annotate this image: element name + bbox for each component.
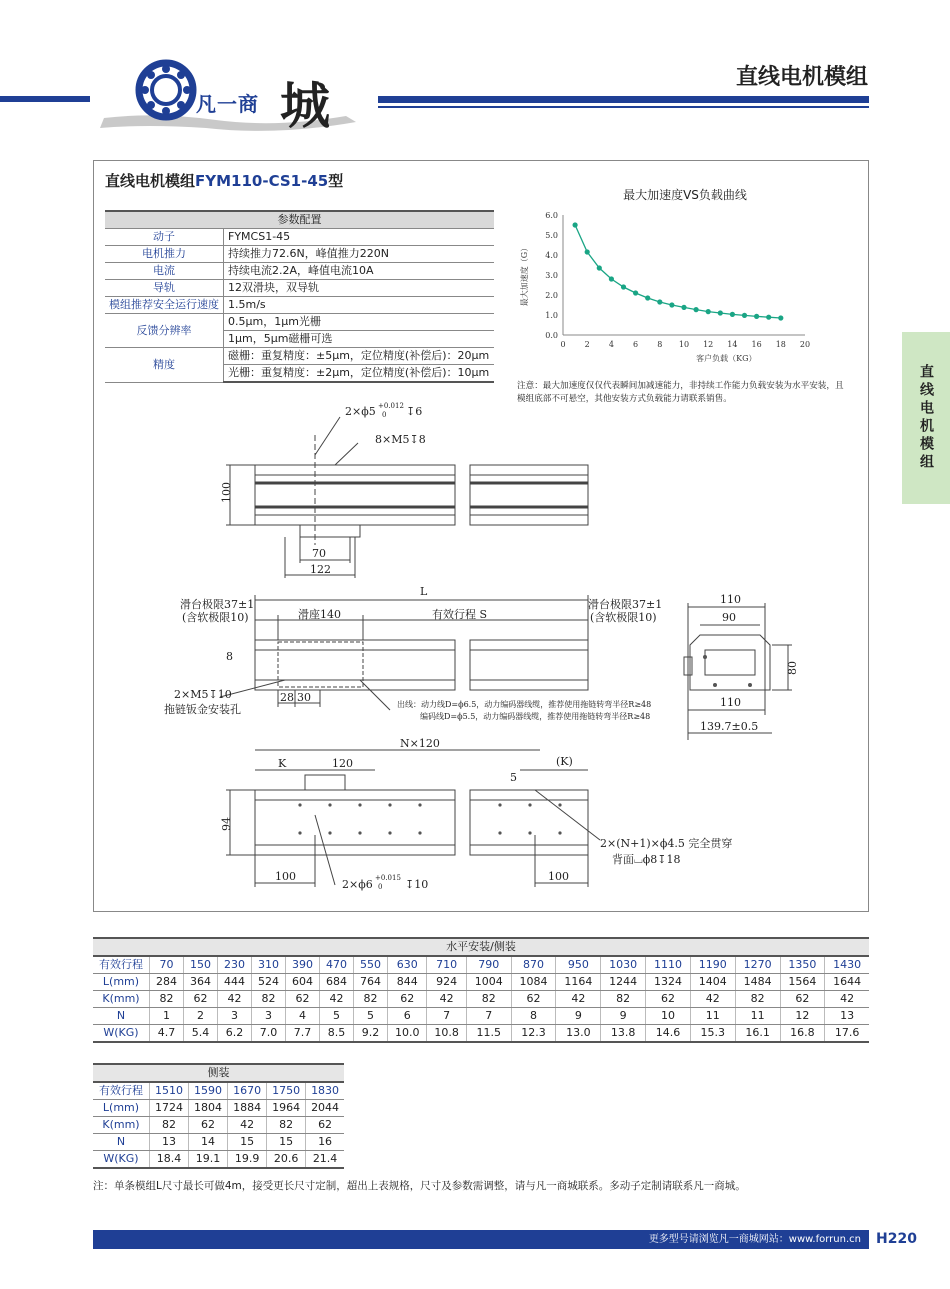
side-view-body-left bbox=[255, 640, 455, 690]
table-cell: 3 bbox=[252, 1008, 286, 1025]
dim-top-70: 70 bbox=[312, 547, 326, 560]
table-cell: 1964 bbox=[267, 1100, 306, 1117]
dim-bottom-94: 94 bbox=[220, 817, 233, 831]
table-cell: 15 bbox=[228, 1134, 267, 1151]
spec-row bbox=[105, 246, 494, 263]
dim-side-28: 28 bbox=[280, 691, 294, 704]
top-view-body-left bbox=[255, 465, 455, 525]
table-cell: 12.3 bbox=[511, 1025, 556, 1043]
spec-value: FYMCS1-45 bbox=[224, 229, 495, 246]
table-cell: 310 bbox=[252, 956, 286, 974]
table-cell: 7 bbox=[466, 1008, 511, 1025]
table-cell: 1004 bbox=[466, 974, 511, 991]
row-label: K(mm) bbox=[93, 991, 150, 1008]
y-tick-label: 5.0 bbox=[545, 231, 558, 240]
data-point bbox=[573, 222, 578, 227]
table-cell: 16.8 bbox=[780, 1025, 825, 1043]
table-cell: 19.9 bbox=[228, 1151, 267, 1169]
table-cell: 550 bbox=[354, 956, 388, 974]
chart-title: 最大加速度VS负载曲线 bbox=[623, 188, 747, 202]
bottom-note: 注：单条模组L尺寸最长可做4m，接受更长尺寸定制，超出上表规格，尺寸及参数需调整，请与凡一商城联系。多动子定制请联系凡一商城。 bbox=[93, 1180, 746, 1192]
spec-value: 磁栅：重复精度：±5μm，定位精度(补偿后)：20μm bbox=[224, 348, 495, 365]
table-row bbox=[93, 974, 869, 991]
table-cell: 6 bbox=[388, 1008, 427, 1025]
x-tick-label: 4 bbox=[608, 340, 614, 349]
table-cell: 62 bbox=[286, 991, 320, 1008]
table-cell: 1084 bbox=[511, 974, 556, 991]
table-cell: 764 bbox=[354, 974, 388, 991]
table-cell: 844 bbox=[388, 974, 427, 991]
dim-side-30: 30 bbox=[297, 691, 311, 704]
table-cell: 62 bbox=[189, 1117, 228, 1134]
spec-value: 0.5μm，1μm光栅 bbox=[224, 314, 495, 331]
table-cell: 82 bbox=[267, 1117, 306, 1134]
brand-name-big: 城 bbox=[280, 76, 328, 135]
table-cell: 16.1 bbox=[735, 1025, 780, 1043]
table-cell: 10.8 bbox=[427, 1025, 466, 1043]
model-code: FYM110-CS1-45 bbox=[195, 172, 329, 190]
table-cell: 70 bbox=[150, 956, 184, 974]
spec-label: 动子 bbox=[105, 229, 224, 246]
table-cell: 1564 bbox=[780, 974, 825, 991]
x-tick-label: 0 bbox=[560, 340, 566, 349]
table-cell: 364 bbox=[184, 974, 218, 991]
dim-bottom-holes: 2×ϕ6 bbox=[342, 878, 373, 891]
dim-side-limit-left: 滑台极限37±1 bbox=[180, 598, 255, 611]
table-cell: 17.6 bbox=[825, 1025, 869, 1043]
table-cell: 13.0 bbox=[556, 1025, 601, 1043]
row-label: K(mm) bbox=[93, 1117, 150, 1134]
table-cell: 1590 bbox=[189, 1082, 228, 1100]
spec-label: 电机推力 bbox=[105, 246, 224, 263]
table-cell: 1484 bbox=[735, 974, 780, 991]
table-cell: 1350 bbox=[780, 956, 825, 974]
table-cell: 10 bbox=[646, 1008, 691, 1025]
table-row bbox=[93, 1025, 869, 1043]
x-tick-label: 2 bbox=[584, 340, 590, 349]
table-cell: 13 bbox=[825, 1008, 869, 1025]
table-cell: 710 bbox=[427, 956, 466, 974]
table-cell: 7.0 bbox=[252, 1025, 286, 1043]
data-point bbox=[669, 302, 674, 307]
table-cell: 4 bbox=[286, 1008, 320, 1025]
dim-side-8: 8 bbox=[226, 650, 233, 663]
table-cell: 1884 bbox=[228, 1100, 267, 1117]
data-point bbox=[754, 314, 759, 319]
spec-label: 电流 bbox=[105, 263, 224, 280]
technical-drawing bbox=[160, 395, 860, 905]
dim-top-holes1-tol: +0.012 bbox=[378, 402, 404, 410]
brand-name: 凡一商 bbox=[196, 92, 259, 116]
table-cell: 524 bbox=[252, 974, 286, 991]
table-cell: 14 bbox=[189, 1134, 228, 1151]
table-cell: 390 bbox=[286, 956, 320, 974]
dim-bottom-counter: 背面⌴ϕ8↧18 bbox=[612, 853, 681, 866]
x-tick-label: 10 bbox=[678, 340, 690, 349]
data-point bbox=[730, 312, 735, 317]
dim-side-chain: 拖链钣金安装孔 bbox=[164, 703, 241, 716]
dim-top-holes1: 2×ϕ5 bbox=[345, 405, 376, 418]
table-cell: 2044 bbox=[306, 1100, 344, 1117]
table-cell: 11.5 bbox=[466, 1025, 511, 1043]
dim-end-90: 90 bbox=[722, 611, 736, 624]
table-cell: 11 bbox=[690, 1008, 735, 1025]
table-cell: 4.7 bbox=[150, 1025, 184, 1043]
spec-label: 精度 bbox=[105, 348, 224, 383]
data-point bbox=[766, 315, 771, 320]
table-cell: 82 bbox=[354, 991, 388, 1008]
data-point bbox=[706, 309, 711, 314]
data-point bbox=[633, 290, 638, 295]
table-cell: 42 bbox=[690, 991, 735, 1008]
spec-value: 光栅：重复精度：±2μm，定位精度(补偿后)：10μm bbox=[224, 365, 495, 383]
table-cell: 604 bbox=[286, 974, 320, 991]
data-point bbox=[621, 284, 626, 289]
dim-side-m5: 2×M5↧10 bbox=[174, 688, 232, 701]
table-cell: 7.7 bbox=[286, 1025, 320, 1043]
model-title bbox=[105, 170, 343, 191]
dim-top-height: 100 bbox=[220, 482, 233, 503]
dim-bottom-5: 5 bbox=[510, 771, 517, 784]
y-tick-label: 3.0 bbox=[545, 271, 558, 280]
data-point bbox=[718, 310, 723, 315]
table-cell: 62 bbox=[646, 991, 691, 1008]
dim-side-cable1: 出线：动力线D=ϕ6.5，动力编码器线缆，推荐使用拖链转弯半径R≥48 bbox=[397, 700, 652, 709]
table-row bbox=[93, 1134, 344, 1151]
footer-text[interactable]: 更多型号请浏览凡一商城网站：www.forrun.cn bbox=[648, 1234, 861, 1245]
dim-top-122: 122 bbox=[310, 563, 331, 576]
table-cell: 150 bbox=[184, 956, 218, 974]
table-cell: 1644 bbox=[825, 974, 869, 991]
chart-note: 注意：最大加速度仅仅代表瞬间加减速能力，非持续工作能力负载安装为水平安装，且模组底部不可悬空，其他安装方式负载能力请联系销售。 bbox=[517, 381, 844, 404]
table-cell: 82 bbox=[150, 991, 184, 1008]
x-axis-label: 客户负载（KG） bbox=[696, 354, 757, 363]
row-label: N bbox=[93, 1008, 150, 1025]
page-number: H220 bbox=[876, 1231, 917, 1247]
table-cell: 8.5 bbox=[320, 1025, 354, 1043]
model-title-suffix: 型 bbox=[328, 172, 344, 190]
header-bar-left bbox=[0, 96, 90, 102]
spec-value: 持续推力72.6N，峰值推力220N bbox=[224, 246, 495, 263]
data-point bbox=[742, 313, 747, 318]
size-table-side bbox=[93, 1063, 344, 1169]
document-title: 直线电机模组 bbox=[735, 65, 868, 90]
dim-bottom-holes-tol2: 0 bbox=[378, 883, 383, 891]
bearing-inner-ring bbox=[152, 76, 180, 104]
table-cell: 15 bbox=[267, 1134, 306, 1151]
spec-label: 导轨 bbox=[105, 280, 224, 297]
table-caption: 侧装 bbox=[93, 1064, 344, 1082]
series-line bbox=[575, 225, 781, 318]
data-point bbox=[597, 265, 602, 270]
table-cell: 470 bbox=[320, 956, 354, 974]
table-cell: 9.2 bbox=[354, 1025, 388, 1043]
table-cell: 3 bbox=[218, 1008, 252, 1025]
table-cell: 630 bbox=[388, 956, 427, 974]
table-cell: 12 bbox=[780, 1008, 825, 1025]
dim-end-80: 80 bbox=[786, 661, 799, 675]
row-label: W(KG) bbox=[93, 1025, 150, 1043]
hole-markers bbox=[298, 655, 752, 835]
table-cell: 1 bbox=[150, 1008, 184, 1025]
dim-bottom-through: 2×(N+1)×ϕ4.5 完全贯穿 bbox=[600, 837, 733, 850]
spec-row bbox=[105, 280, 494, 297]
header-rule-right bbox=[378, 106, 869, 108]
dim-top-holes1-tol2: 0 bbox=[382, 411, 387, 419]
x-tick-label: 18 bbox=[775, 340, 786, 349]
spec-row bbox=[105, 348, 494, 365]
table-cell: 790 bbox=[466, 956, 511, 974]
table-cell: 62 bbox=[306, 1117, 344, 1134]
table-cell: 1324 bbox=[646, 974, 691, 991]
table-cell: 62 bbox=[780, 991, 825, 1008]
table-cell: 1510 bbox=[150, 1082, 189, 1100]
table-cell: 42 bbox=[218, 991, 252, 1008]
dim-side-L: L bbox=[420, 585, 428, 598]
row-label: N bbox=[93, 1134, 150, 1151]
spec-row bbox=[105, 229, 494, 246]
y-tick-label: 4.0 bbox=[545, 251, 558, 260]
table-cell: 230 bbox=[218, 956, 252, 974]
model-title-prefix: 直线电机模组 bbox=[105, 172, 196, 190]
data-point bbox=[585, 249, 590, 254]
side-tab-label: 直线电机模组 bbox=[918, 364, 934, 472]
header-bar-right bbox=[378, 96, 869, 103]
dim-bottom-120: 120 bbox=[332, 757, 353, 770]
row-label: L(mm) bbox=[93, 1100, 150, 1117]
dim-end-b139: 139.7±0.5 bbox=[700, 720, 759, 733]
table-cell: 5 bbox=[354, 1008, 388, 1025]
row-label: 有效行程 bbox=[93, 1082, 150, 1100]
table-cell: 684 bbox=[320, 974, 354, 991]
table-cell: 21.4 bbox=[306, 1151, 344, 1169]
table-cell: 2 bbox=[184, 1008, 218, 1025]
table-cell: 82 bbox=[466, 991, 511, 1008]
table-cell: 1430 bbox=[825, 956, 869, 974]
table-cell: 62 bbox=[511, 991, 556, 1008]
table-cell: 20.6 bbox=[267, 1151, 306, 1169]
table-cell: 7 bbox=[427, 1008, 466, 1025]
table-cell: 1190 bbox=[690, 956, 735, 974]
y-tick-label: 0.0 bbox=[545, 331, 558, 340]
table-cell: 8 bbox=[511, 1008, 556, 1025]
dim-bottom-K: K bbox=[278, 757, 287, 770]
table-row bbox=[93, 991, 869, 1008]
dim-bottom-Kp: (K) bbox=[556, 755, 573, 768]
x-tick-label: 6 bbox=[633, 340, 639, 349]
table-row bbox=[93, 1100, 344, 1117]
table-cell: 5.4 bbox=[184, 1025, 218, 1043]
dim-bottom-holes-depth: ↧10 bbox=[405, 878, 429, 891]
data-point bbox=[681, 305, 686, 310]
table-cell: 1270 bbox=[735, 956, 780, 974]
table-cell: 1724 bbox=[150, 1100, 189, 1117]
spec-label: 模组推荐安全运行速度 bbox=[105, 297, 224, 314]
x-tick-label: 20 bbox=[799, 340, 811, 349]
table-cell: 13 bbox=[150, 1134, 189, 1151]
spec-row bbox=[105, 297, 494, 314]
table-cell: 1750 bbox=[267, 1082, 306, 1100]
table-cell: 950 bbox=[556, 956, 601, 974]
table-cell: 19.1 bbox=[189, 1151, 228, 1169]
table-cell: 1830 bbox=[306, 1082, 344, 1100]
table-cell: 6.2 bbox=[218, 1025, 252, 1043]
table-cell: 5 bbox=[320, 1008, 354, 1025]
x-tick-label: 12 bbox=[703, 340, 714, 349]
table-row bbox=[93, 956, 869, 974]
table-row bbox=[93, 1151, 344, 1169]
x-tick-label: 16 bbox=[751, 340, 762, 349]
data-point bbox=[645, 295, 650, 300]
table-cell: 9 bbox=[556, 1008, 601, 1025]
data-point bbox=[657, 299, 662, 304]
table-cell: 1244 bbox=[601, 974, 646, 991]
dim-side-stroke: 有效行程 S bbox=[432, 608, 488, 621]
side-category-tab bbox=[902, 332, 950, 504]
footer-bar bbox=[93, 1230, 869, 1249]
table-cell: 62 bbox=[184, 991, 218, 1008]
dim-side-limit-right: 滑台极限37±1 bbox=[588, 598, 663, 611]
table-caption: 水平安装/侧装 bbox=[93, 938, 869, 956]
dim-side-limit-left-sub: (含软极限10) bbox=[182, 611, 249, 624]
x-tick-label: 14 bbox=[727, 340, 738, 349]
table-cell: 42 bbox=[556, 991, 601, 1008]
table-cell: 10.0 bbox=[388, 1025, 427, 1043]
dim-top-holes2: 8×M5↧8 bbox=[375, 433, 426, 446]
row-label: W(KG) bbox=[93, 1151, 150, 1169]
spec-table bbox=[105, 210, 494, 383]
table-cell: 13.8 bbox=[601, 1025, 646, 1043]
table-cell: 1404 bbox=[690, 974, 735, 991]
data-point bbox=[778, 315, 783, 320]
table-cell: 1110 bbox=[646, 956, 691, 974]
table-cell: 1030 bbox=[601, 956, 646, 974]
table-cell: 42 bbox=[228, 1117, 267, 1134]
table-cell: 870 bbox=[511, 956, 556, 974]
table-cell: 42 bbox=[427, 991, 466, 1008]
table-cell: 924 bbox=[427, 974, 466, 991]
dim-bottom-r100: 100 bbox=[548, 870, 569, 883]
y-tick-label: 1.0 bbox=[545, 311, 558, 320]
size-table-horizontal bbox=[93, 937, 869, 1043]
table-cell: 82 bbox=[601, 991, 646, 1008]
dim-side-slider: 滑座140 bbox=[298, 608, 341, 621]
dim-bottom-n120: N×120 bbox=[400, 737, 440, 750]
table-cell: 14.6 bbox=[646, 1025, 691, 1043]
table-cell: 284 bbox=[150, 974, 184, 991]
spec-value: 1.5m/s bbox=[224, 297, 495, 314]
dim-bottom-l100: 100 bbox=[275, 870, 296, 883]
spec-row bbox=[105, 314, 494, 331]
row-label: L(mm) bbox=[93, 974, 150, 991]
table-cell: 18.4 bbox=[150, 1151, 189, 1169]
spec-row bbox=[105, 263, 494, 280]
spec-value: 持续电流2.2A，峰值电流10A bbox=[224, 263, 495, 280]
table-cell: 15.3 bbox=[690, 1025, 735, 1043]
x-tick-label: 8 bbox=[657, 340, 663, 349]
data-point bbox=[609, 276, 614, 281]
top-view-body-right bbox=[470, 465, 588, 525]
spec-value: 12双滑块，双导轨 bbox=[224, 280, 495, 297]
table-cell: 11 bbox=[735, 1008, 780, 1025]
table-cell: 1164 bbox=[556, 974, 601, 991]
spec-label: 反馈分辨率 bbox=[105, 314, 224, 348]
dim-end-b110: 110 bbox=[720, 696, 741, 709]
table-row bbox=[93, 1117, 344, 1134]
dim-end-110: 110 bbox=[720, 593, 741, 606]
table-row bbox=[93, 1082, 344, 1100]
row-label: 有效行程 bbox=[93, 956, 150, 974]
dim-side-cable2: 编码线D=ϕ5.5，动力编码器线缆，推荐使用拖链转弯半径R≥48 bbox=[420, 712, 651, 721]
spec-value: 1μm，5μm磁栅可选 bbox=[224, 331, 495, 348]
spec-header: 参数配置 bbox=[105, 211, 494, 229]
dim-top-holes1-depth: ↧6 bbox=[406, 405, 423, 418]
table-cell: 42 bbox=[825, 991, 869, 1008]
dim-bottom-holes-tol: +0.015 bbox=[375, 874, 401, 882]
table-cell: 42 bbox=[320, 991, 354, 1008]
y-axis-label: 最大加速度（G） bbox=[520, 243, 529, 307]
table-cell: 62 bbox=[388, 991, 427, 1008]
y-tick-label: 6.0 bbox=[545, 211, 558, 220]
table-cell: 82 bbox=[150, 1117, 189, 1134]
table-cell: 444 bbox=[218, 974, 252, 991]
side-view-body-right bbox=[470, 640, 588, 690]
dim-side-limit-right-sub: (含软极限10) bbox=[590, 611, 657, 624]
end-view-profile bbox=[690, 635, 770, 690]
table-cell: 9 bbox=[601, 1008, 646, 1025]
table-cell: 1670 bbox=[228, 1082, 267, 1100]
table-cell: 82 bbox=[735, 991, 780, 1008]
data-point bbox=[694, 307, 699, 312]
table-cell: 82 bbox=[252, 991, 286, 1008]
table-cell: 1804 bbox=[189, 1100, 228, 1117]
acceleration-chart bbox=[505, 205, 825, 375]
y-tick-label: 2.0 bbox=[545, 291, 558, 300]
table-cell: 16 bbox=[306, 1134, 344, 1151]
table-row bbox=[93, 1008, 869, 1025]
